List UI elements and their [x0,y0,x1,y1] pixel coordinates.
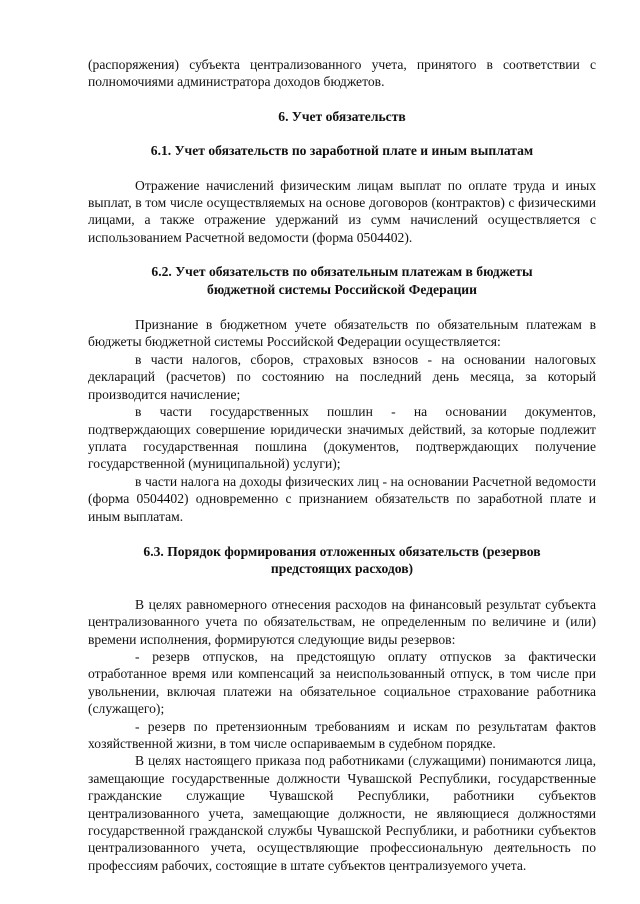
section-6-3-heading [88,543,596,578]
section-6-1-heading: 6.1. Учет обязательств по заработной плате и иным выплатам [150,143,534,159]
section-6-2-paragraph: Признание в бюджетном учете обязательств по обязательным платежам в бюджеты бюджетной системы Российской Федерации осуществляется: [88,317,596,350]
section-6-3-paragraph: В целях настоящего приказа под работниками (служащими) понимаются лица, замещающие государственные должности Чувашской Республики, государственные гражданские служащие Чувашской Республики, работники субъектов централизованного учета, замещающие должности, не являющиеся должностями государственной гражданской службы Чувашской Республики, и работники субъектов централизованного учета, осуществляющие профессиональную деятельность по профессиям рабочих, состоящие в штате субъектов централизуемого учета. [88,753,596,873]
section-6-2-paragraph: в части налогов, сборов, страховых взносов - на основании налоговых деклараций (расчетов) по состоянию на последний день месяца, за который производится начисление; [88,351,596,402]
section-6-2-heading-line2: бюджетной системы Российской Федерации [207,281,477,297]
section-6-2-heading [88,263,596,298]
section-6-2-paragraph: в части налога на доходы физических лиц - на основании Расчетной ведомости (форма 0504402) одновременно с признанием обязательств по заработной плате и иным выплатам. [88,473,596,524]
section-6-2-heading-line1: 6.2. Учет обязательств по обязательным платежам в бюджеты [151,264,533,280]
section-6-3-heading-line2: предстоящих расходов) [270,561,414,577]
section-6-3-paragraph: - резерв по претензионным требованиям и искам по результатам фактов хозяйственной жизни, в том числе оспариваемым в судебном порядке. [88,718,596,751]
section-6-3-paragraph: - резерв отпусков, на предстоящую оплату отпусков за фактически отработанное время или компенсаций за неиспользованный отпуск, в том числе при увольнении, включая платежи на обязательное социальное страхование работника (служащего); [88,648,596,717]
section-6-2-paragraph: в части государственных пошлин - на основании документов, подтверждающих совершение юридически значимых действий, за которые подлежит уплата государственная пошлина (документов, подтверждающих получение государственной (муниципальной) услуги); [88,404,596,472]
intro-paragraph: (распоряжения) субъекта централизованного учета, принятого в соответствии с полномочиями администратора доходов бюджетов. [88,57,596,90]
section-6-3-paragraph: В целях равномерного отнесения расходов на финансовый результат субъекта централизованного учета по обязательствам, не определенным по величине и (или) времени исполнения, формируются следующие виды резервов: [88,596,596,647]
section-6-heading: 6. Учет обязательств [278,108,406,124]
section-6-3-heading-line1: 6.3. Порядок формирования отложенных обязательств (резервов [143,543,541,559]
section-6-1-paragraph: Отражение начислений физическим лицам выплат по оплате труда и иных выплат, в том числе осуществляемых на основе договоров (контрактов) с физическими лицами, а также отражение удержаний из сумм начислений осуществляется с использованием Расчетной ведомости (форма 0504402). [88,177,596,245]
